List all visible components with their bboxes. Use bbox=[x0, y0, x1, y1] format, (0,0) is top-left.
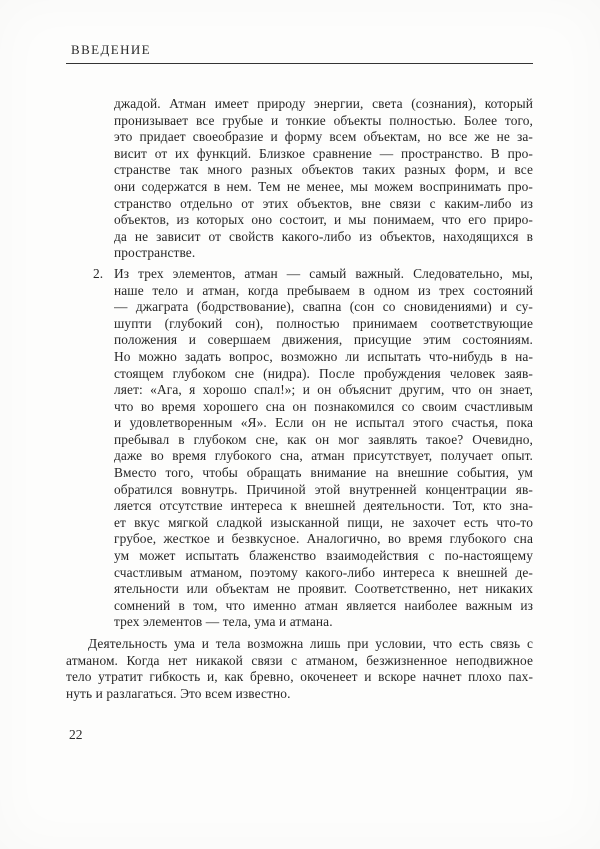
numbered-item-2 bbox=[66, 266, 533, 631]
text-line: нуть и разлагаться. Это всем известно. bbox=[66, 685, 291, 701]
text-line: пребывал в глубоком сне, как он мог заявлять такое? Очевидно, bbox=[114, 431, 533, 447]
text-line: Вместо того, чтобы обращать внимание на внешние события, ум bbox=[114, 465, 533, 481]
paragraph-continuation bbox=[114, 96, 533, 262]
text-line: висит от их функций. Близкое сравнение — пространство. В про- bbox=[114, 145, 533, 161]
text-line: что во время хорошего сна он познакомился со своим счастливым bbox=[114, 398, 533, 414]
text-line: они содержатся в нем. Тем не менее, мы можем воспринимать про- bbox=[114, 178, 533, 194]
text-line: Но можно задать вопрос, возможно ли испытать что-нибудь в на- bbox=[114, 348, 533, 364]
text-line: странстве так много разных объектов таких разных форм, и все bbox=[114, 162, 533, 178]
text-line: странство отдельно от этих объектов, вне связи с каким-либо из bbox=[114, 195, 533, 211]
text-line: объектов, из которых оно состоит, и мы понимаем, что его приро- bbox=[114, 212, 533, 228]
text-line: грубое, жесткое и безвкусное. Аналогично, во время глубокого сна bbox=[114, 531, 533, 547]
text-line: даже во время глубокого сна, атман присутствует, получает опыт. bbox=[114, 448, 533, 464]
text-line: пространстве. bbox=[114, 245, 196, 261]
item-number: 2. bbox=[93, 265, 104, 281]
running-header bbox=[66, 42, 533, 72]
text-line: ляет: «Ага, я хорошо спал!»; и он объяснит другим, что он знает, bbox=[114, 382, 533, 398]
text-line: наше тело и атман, когда пребываем в одном из трех состояний bbox=[114, 282, 533, 298]
text-line: сомнений в том, что именно атман является наиболее важным из bbox=[114, 597, 533, 613]
page-number: 22 bbox=[69, 727, 83, 742]
chapter-title: ВВЕДЕНИЕ bbox=[71, 42, 152, 57]
body-text bbox=[66, 96, 533, 702]
text-line: стоящем глубоком сне (нидра). После пробуждения человек заяв- bbox=[114, 365, 533, 381]
text-line: обратился вовнутрь. Причиной этой внутренней концентрации яв- bbox=[114, 481, 533, 497]
text-line: джадой. Атман имеет природу энергии, света (сознания), который bbox=[114, 96, 533, 111]
text-line: атманом. Когда нет никакой связи с атманом, безжизненное неподвижное bbox=[66, 652, 533, 668]
header-rule bbox=[66, 63, 533, 64]
text-line: и удовлетворенным «Я». Если он не испытал этого счастья, пока bbox=[114, 415, 533, 431]
text-line: трех элементов — тела, ума и атмана. bbox=[114, 614, 333, 630]
text-line: — джаграта (бодрствование), свапна (сон со сновидениями) и су- bbox=[114, 299, 533, 315]
text-line: это придает своеобразие и форму всем объектам, но все же не за- bbox=[114, 129, 533, 145]
text-line: ятельности или объектам не проявит. Соответственно, нет никаких bbox=[114, 581, 533, 597]
text-line: пронизывает все грубые и тонкие объекты полностью. Более того, bbox=[114, 112, 533, 128]
text-line: счастливым атманом, поэтому какого-либо интереса к внешней де- bbox=[114, 564, 533, 580]
item-text bbox=[114, 266, 533, 631]
text-line: шупти (глубокий сон), полностью принимаем соответствующие bbox=[114, 315, 533, 331]
text-line: положения и совершаем движения, присущие этим состояниям. bbox=[114, 332, 533, 348]
text-line: ет вкус мягкой сладкой изысканной пищи, не захочет есть что-то bbox=[114, 514, 533, 530]
text-line: Из трех элементов, атман — самый важный. Следовательно, мы, bbox=[114, 265, 533, 281]
text-line: да не зависит от свойств какого-либо из объектов, находящихся в bbox=[114, 228, 533, 244]
text-line: ляется отсутствие интереса к внешней деятельности. Тот, кто зна- bbox=[114, 498, 533, 514]
closing-paragraph bbox=[66, 636, 533, 702]
text-line: тело утратит гибкость и, как бревно, окоченеет и вскоре начнет плохо пах- bbox=[66, 669, 533, 685]
text-line: ум может испытать блаженство взаимодействия с по-настоящему bbox=[114, 548, 533, 564]
text-line: Деятельность ума и тела возможна лишь при условии, что есть связь с bbox=[88, 636, 533, 651]
